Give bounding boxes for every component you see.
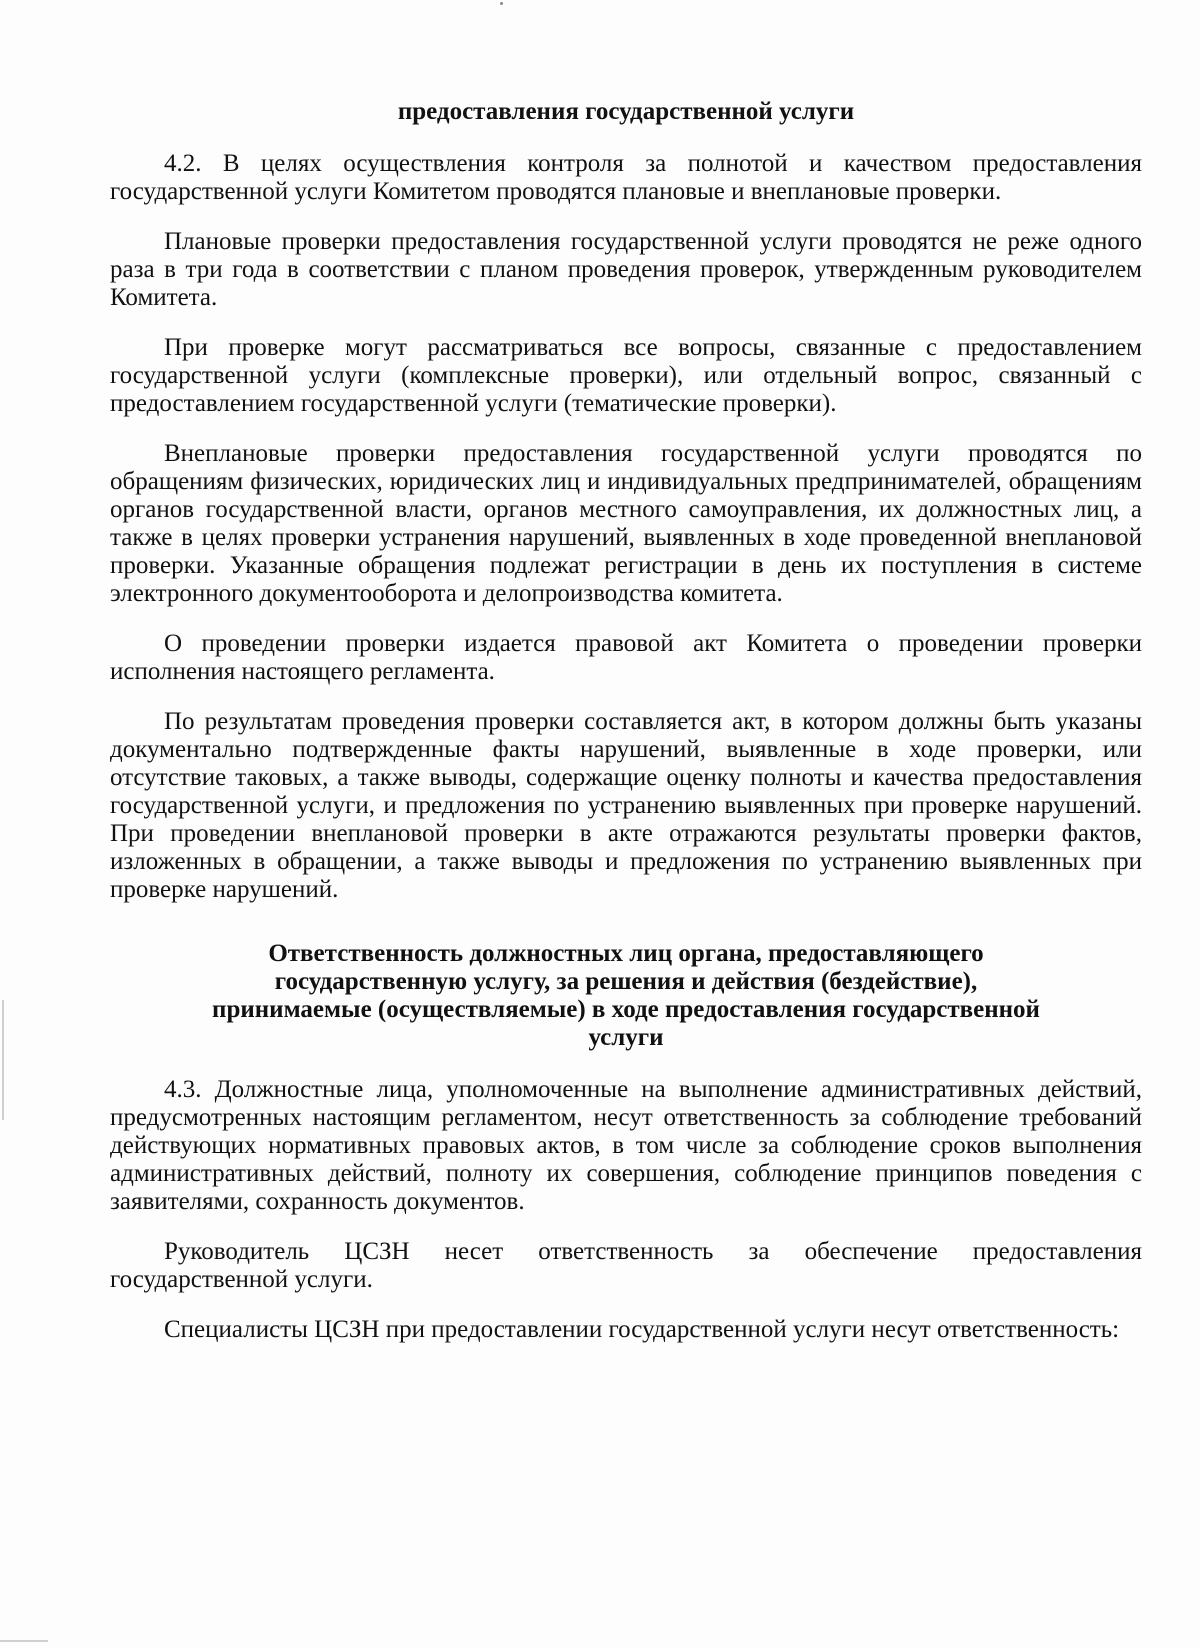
scan-edge-mark <box>2 1000 4 1120</box>
paragraph-unplanned-checks: Внеплановые проверки предоставления государственной услуги проводятся по обращениям физических, юридических лиц и индивидуальных предпринимателей, обращениям органов государственной власти, органов местного самоуправления, их должностных лиц, а также в целях проверки устранения нарушений, выявленных в ходе проведенной внеплановой проверки. Указанные обращения подлежат регистрации в день их поступления в системе электронного документооборота и делопроизводства комитета. <box>110 440 1142 607</box>
scan-dot-mark <box>500 2 503 5</box>
section-heading-continuation: предоставления государственной услуги <box>397 98 855 125</box>
paragraph-legal-act: О проведении проверки издается правовой акт Комитета о проведении проверки исполнения настоящего регламента. <box>110 630 1142 685</box>
paragraph-4-3: 4.3. Должностные лица, уполномоченные на выполнение административных действий, предусмотренных настоящим регламентом, несут ответственность за соблюдение требований действующих нормативных правовых актов, в том числе за соблюдение сроков выполнения административных действий, полноту их совершения, соблюдение принципов поведения с заявителями, сохранность документов. <box>110 1076 1142 1215</box>
paragraph-head-responsibility: Руководитель ЦСЗН несет ответственность за обеспечение предоставления государственной услуги. <box>110 1238 1142 1293</box>
paragraph-check-scope: При проверке могут рассматриваться все вопросы, связанные с предоставлением государственной услуги (комплексные проверки), или отдельный вопрос, связанный с предоставлением государственной услуги (тематические проверки). <box>110 334 1142 417</box>
paragraph-planned-checks: Плановые проверки предоставления государственной услуги проводятся не реже одного раза в три года в соответствии с планом проведения проверок, утвержденным руководителем Комитета. <box>110 228 1142 311</box>
document-body <box>110 98 1142 1366</box>
paragraph-4-2: 4.2. В целях осуществления контроля за полнотой и качеством предоставления государственной услуги Комитетом проводятся плановые и внеплановые проверки. <box>110 150 1142 205</box>
paragraph-check-results: По результатам проведения проверки составляется акт, в котором должны быть указаны документально подтвержденные факты нарушений, выявленные в ходе проверки, или отсутствие таковых, а также выводы, содержащие оценку полноты и качества предоставления государственной услуги, и предложения по устранению выявленных при проверке нарушений. При проведении внеплановой проверки в акте отражаются результаты проверки фактов, изложенных в обращении, а также выводы и предложения по устранению выявленных при проверке нарушений. <box>110 708 1142 903</box>
section-heading-responsibility: Ответственность должностных лиц органа, предоставляющего государственную услугу, за решения и действия (бездействие), принимаемые (осуществляемые) в ходе предоставления государственной услуги <box>212 940 1040 1051</box>
paragraph-specialists-responsibility: Специалисты ЦСЗН при предоставлении государственной услуги несут ответственность: <box>164 1316 1120 1343</box>
scan-corner-mark <box>0 1640 48 1642</box>
